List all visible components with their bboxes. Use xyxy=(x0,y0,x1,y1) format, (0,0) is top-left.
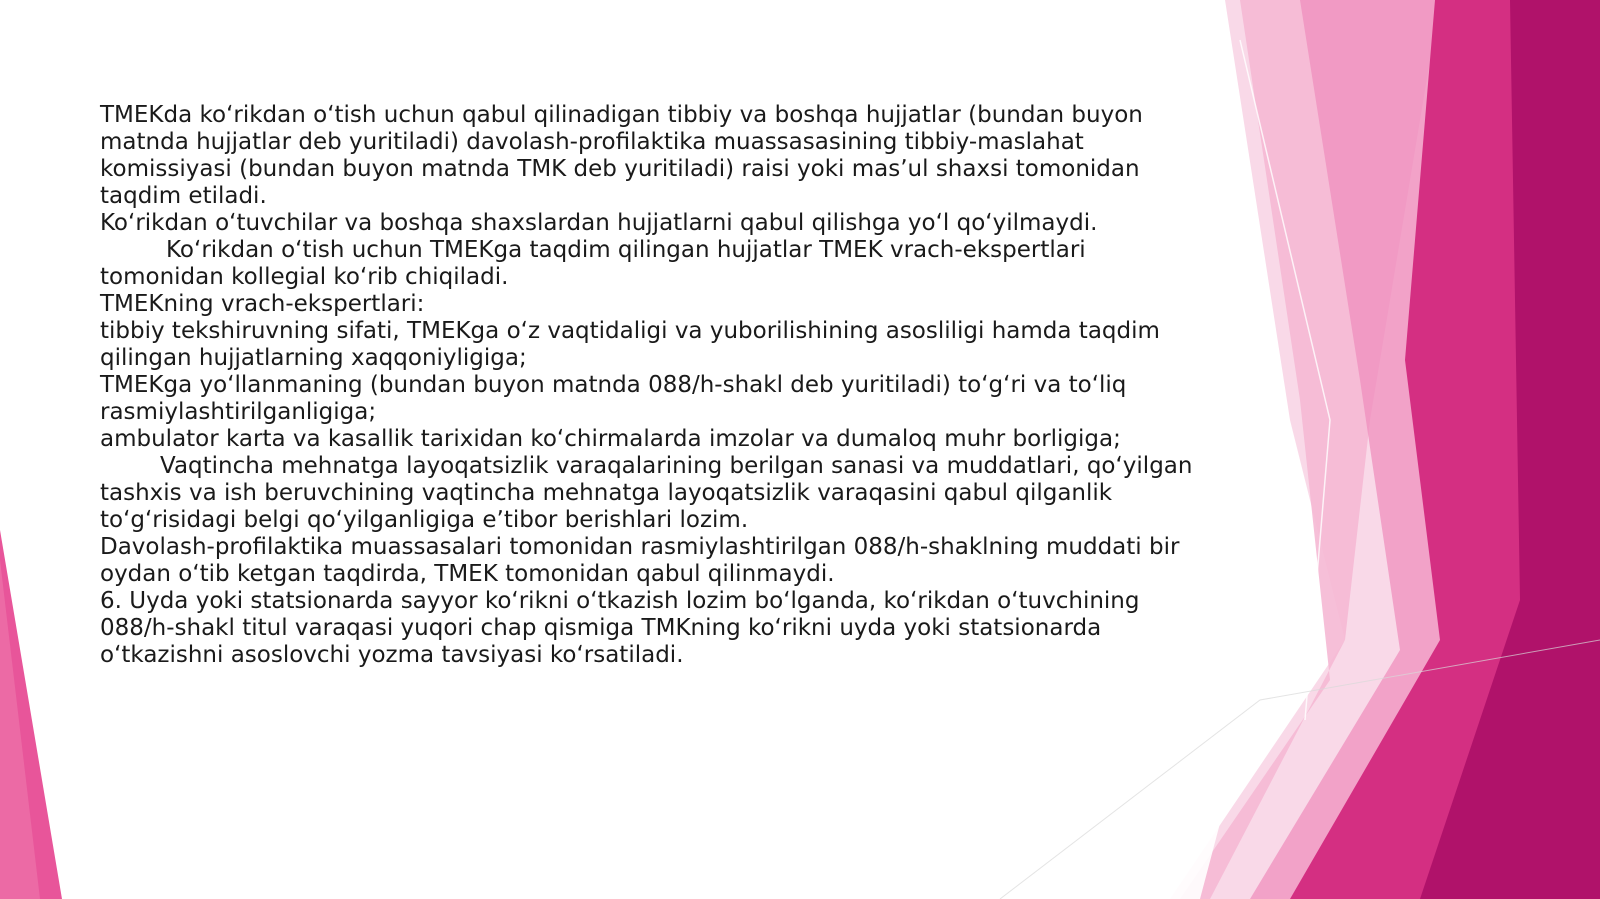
paragraph-4: TMEKning vrach-ekspertlari: xyxy=(100,291,425,317)
paragraph-6: TMEKga yoʻllanmaning (bundan buyon matnda 088/h-shakl deb yuritiladi) toʻgʻri va toʻliq rasmiylashtirilganligiga; xyxy=(100,372,1127,425)
paragraph-2: Koʻrikdan oʻtuvchilar va boshqa shaxslardan hujjatlarni qabul qilishga yoʻl qoʻyilmaydi. xyxy=(100,210,1098,236)
paragraph-7: ambulator karta va kasallik tarixidan koʻchirmalarda imzolar va dumaloq muhr borligiga; xyxy=(100,426,1121,452)
paragraph-8: Vaqtincha mehnatga layoqatsizlik varaqalarining berilgan sanasi va muddatlari, qoʻyilgan tashxis va ish beruvchining vaqtincha mehnatga layoqatsizlik varaqasini qabul qilganlik toʻgʻrisidagi belgi qoʻyilganligiga eʼtibor berishlari lozim. xyxy=(100,453,1193,533)
paragraph-10: 6. Uyda yoki statsionarda sayyor koʻrikni oʻtkazish lozim boʻlganda, koʻrikdan oʻtuvchining 088/h-shakl titul varaqasi yuqori chap qismiga TMKning koʻrikni uyda yoki statsionarda oʻtkazishni asoslovchi yozma tavsiyasi koʻrsatiladi. xyxy=(100,588,1140,668)
paragraph-1: TMEKda koʻrikdan oʻtish uchun qabul qilinadigan tibbiy va boshqa hujjatlar (bundan buyon matnda hujjatlar deb yuritiladi) davolash-profilaktika muassasasining tibbiy-maslahat komissiyasi (bundan buyon matnda TMK deb yuritiladi) raisi yoki masʼul shaxsi tomonidan taqdim etiladi. xyxy=(100,102,1143,209)
paragraph-3: Koʻrikdan oʻtish uchun TMEKga taqdim qilingan hujjatlar TMEK vrach-ekspertlari tomonidan kollegial koʻrib chiqiladi. xyxy=(100,237,1086,290)
slide-body xyxy=(100,102,1210,669)
paragraph-9: Davolash-profilaktika muassasalari tomonidan rasmiylashtirilgan 088/h-shaklning muddati bir oydan oʻtib ketgan taqdirda, TMEK tomonidan qabul qilinmaydi. xyxy=(100,534,1180,587)
paragraph-5: tibbiy tekshiruvning sifati, TMEKga oʻz vaqtidaligi va yuborilishining asosliligi hamda taqdim qilingan hujjatlarning xaqqoniyligiga; xyxy=(100,318,1160,371)
